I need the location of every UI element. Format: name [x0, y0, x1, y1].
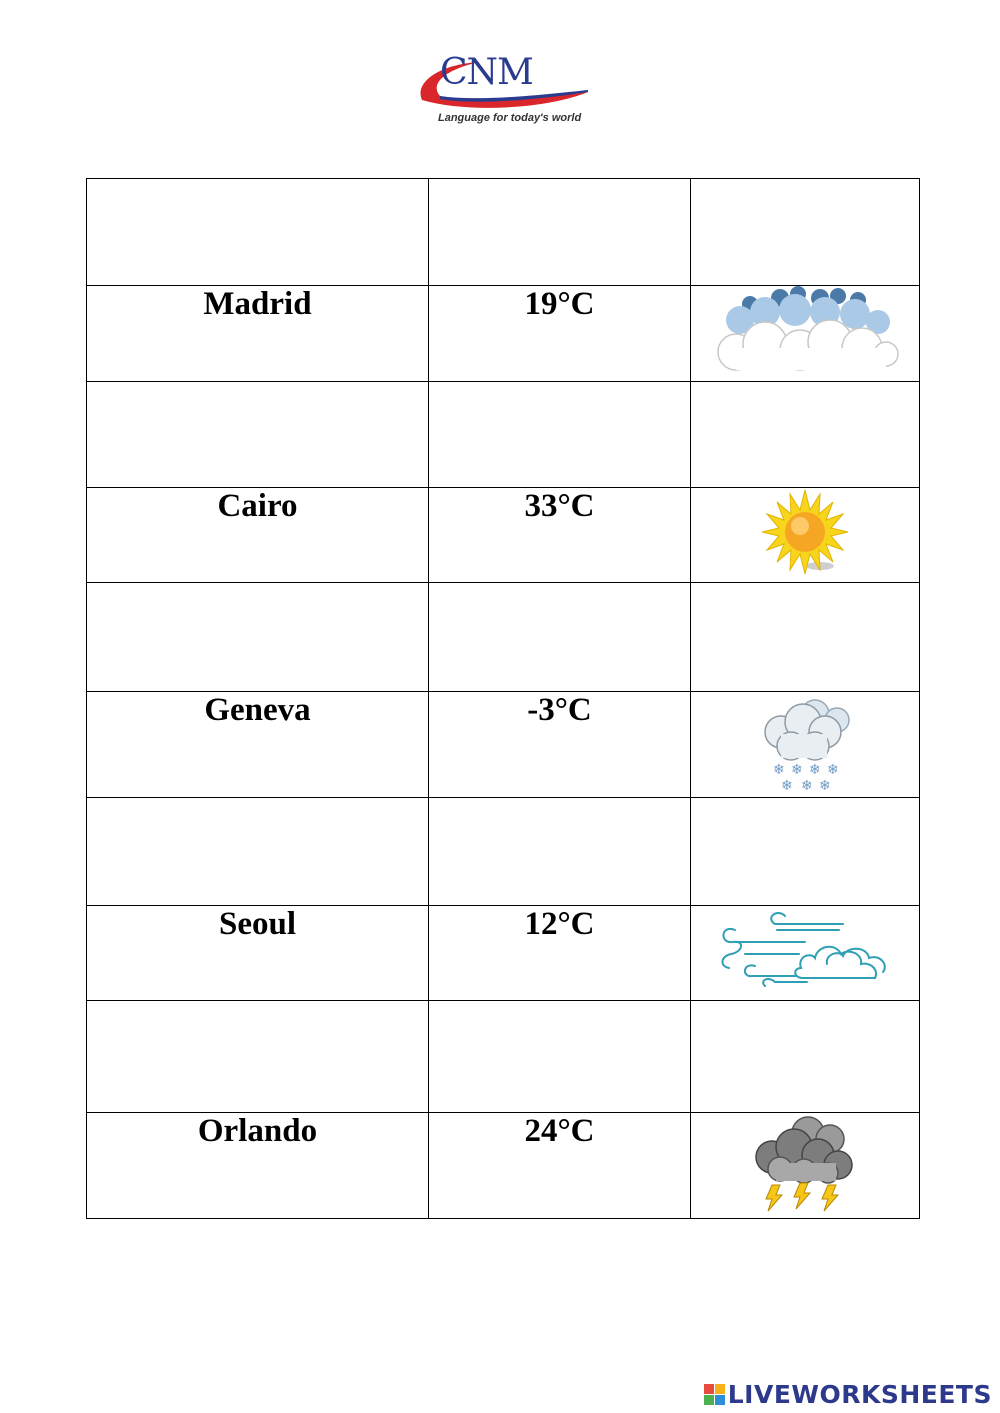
blank-temp-cell[interactable]: [429, 583, 691, 692]
temp-cell: 19°C: [429, 286, 691, 382]
weather-icon-cell: [691, 1113, 920, 1219]
weather-icon-cell: [691, 692, 920, 798]
city-cell: Orlando: [87, 1113, 429, 1219]
table-row: [87, 488, 920, 583]
svg-text:❄: ❄: [819, 778, 831, 792]
blank-temp-cell[interactable]: [429, 179, 691, 286]
blank-icon-cell[interactable]: [691, 1001, 920, 1113]
city-cell: Madrid: [87, 286, 429, 382]
liveworksheets-logo-icon: [704, 1384, 725, 1405]
thunderstorm-icon: [750, 1113, 860, 1213]
table-row: [87, 179, 920, 286]
blank-icon-cell[interactable]: [691, 583, 920, 692]
city-cell: Geneva: [87, 692, 429, 798]
blank-city-cell[interactable]: [87, 1001, 429, 1113]
weather-icon-cell: [691, 906, 920, 1001]
cnm-logo: [410, 52, 600, 132]
blank-icon-cell[interactable]: [691, 798, 920, 906]
svg-text:❄: ❄: [781, 778, 793, 792]
city-cell: Cairo: [87, 488, 429, 583]
blank-icon-cell[interactable]: [691, 382, 920, 488]
temp-cell: 24°C: [429, 1113, 691, 1219]
svg-text:❄: ❄: [801, 778, 813, 792]
blank-icon-cell[interactable]: [691, 179, 920, 286]
weather-icon-cell: [691, 286, 920, 382]
blank-city-cell[interactable]: [87, 382, 429, 488]
table-row: [87, 583, 920, 692]
blank-temp-cell[interactable]: [429, 1001, 691, 1113]
table-row: [87, 286, 920, 382]
table-row: [87, 798, 920, 906]
city-cell: Seoul: [87, 906, 429, 1001]
liveworksheets-brand: [704, 1379, 992, 1409]
blank-temp-cell[interactable]: [429, 798, 691, 906]
temp-cell: 12°C: [429, 906, 691, 1001]
svg-text:❄: ❄: [791, 762, 803, 778]
table-row: [87, 906, 920, 1001]
table-row: [87, 1113, 920, 1219]
svg-text:❄: ❄: [827, 762, 839, 778]
weather-table: [86, 178, 920, 1219]
snow-icon: [755, 692, 855, 792]
sunny-icon: [760, 488, 850, 574]
svg-text:❄: ❄: [809, 762, 821, 778]
blank-city-cell[interactable]: [87, 798, 429, 906]
temp-cell: -3°C: [429, 692, 691, 798]
table-row: [87, 692, 920, 798]
table-row: [87, 382, 920, 488]
blank-city-cell[interactable]: [87, 179, 429, 286]
blank-city-cell[interactable]: [87, 583, 429, 692]
temp-cell: 33°C: [429, 488, 691, 583]
weather-icon-cell: [691, 488, 920, 583]
table-row: [87, 1001, 920, 1113]
windy-icon: [715, 906, 895, 996]
logo-text: CNM: [440, 52, 533, 93]
logo-tagline: Language for today's world: [438, 112, 582, 124]
blank-temp-cell[interactable]: [429, 382, 691, 488]
svg-text:❄: ❄: [773, 762, 785, 778]
cloudy-icon: [710, 286, 900, 376]
brand-text: LIVEWORKSHEETS: [727, 1379, 992, 1409]
